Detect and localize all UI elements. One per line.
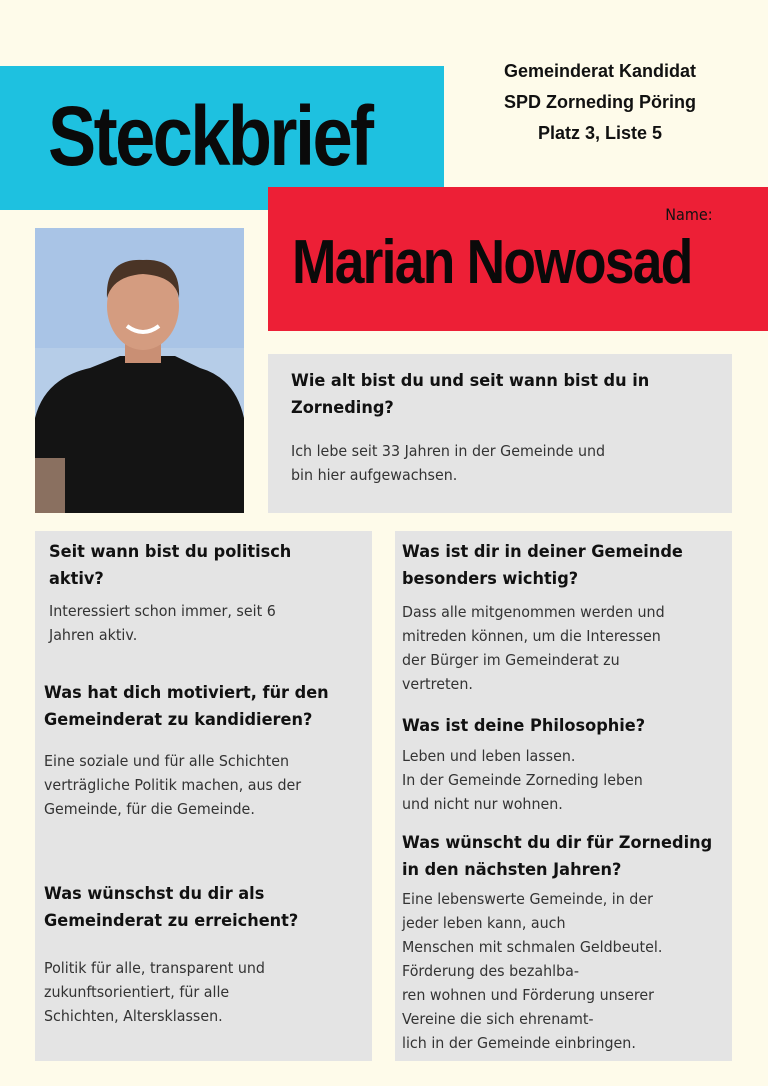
question: Was ist dir in deiner Gemeinde besonders wichtig? [402, 542, 683, 589]
question: Was hat dich motiviert, für den Gemeinderat zu kandidieren? [44, 683, 329, 730]
answer: Dass alle mitgenommen werden und mitreden können, um die Interessen der Bürger im Gemeinderat zu vertreten. [402, 603, 665, 693]
meta-line: Gemeinderat Kandidat [503, 61, 697, 81]
meta-line: Platz 3, Liste 5 [537, 123, 663, 143]
name-label: Name: [665, 205, 713, 224]
answer: Ich lebe seit 33 Jahren in der Gemeinde und bin hier aufgewachsen. [291, 442, 606, 484]
candidate-meta [470, 56, 730, 149]
answer: Leben und leben lassen. In der Gemeinde Zorneding leben und nicht nur wohnen. [402, 747, 643, 813]
question: Was wünscht du dir für Zorneding in den nächsten Jahren? [402, 833, 713, 880]
candidate-photo [35, 228, 244, 513]
answer: Eine lebenswerte Gemeinde, in der jeder leben kann, auch Menschen mit schmalen Geldbeutel. Förderung des bezahlba- ren wohnen und Förderung unserer Vereine die sich ehrenamt- lich in der Gemeinde einbringen. [402, 890, 663, 1052]
question: Was wünschst du dir als Gemeinderat zu erreichent? [44, 884, 299, 931]
page-title: Steckbrief [48, 89, 372, 183]
answer: Politik für alle, transparent und zukunftsorientiert, für alle Schichten, Altersklassen. [44, 959, 265, 1025]
meta-line: SPD Zorneding Pöring [504, 92, 696, 112]
question: Was ist deine Philosophie? [402, 716, 646, 736]
qa-card-age [268, 354, 732, 513]
answer: Interessiert schon immer, seit 6 Jahren aktiv. [49, 602, 276, 644]
answer: Eine soziale und für alle Schichten verträgliche Politik machen, aus der Gemeinde, für die Gemeinde. [44, 752, 302, 818]
qa-column-right [395, 531, 732, 1061]
qa-column-left [35, 531, 372, 1061]
question: Wie alt bist du und seit wann bist du in Zorneding? [291, 371, 650, 418]
question: Seit wann bist du politisch aktiv? [49, 542, 292, 589]
candidate-name: Marian Nowosad [292, 228, 692, 297]
